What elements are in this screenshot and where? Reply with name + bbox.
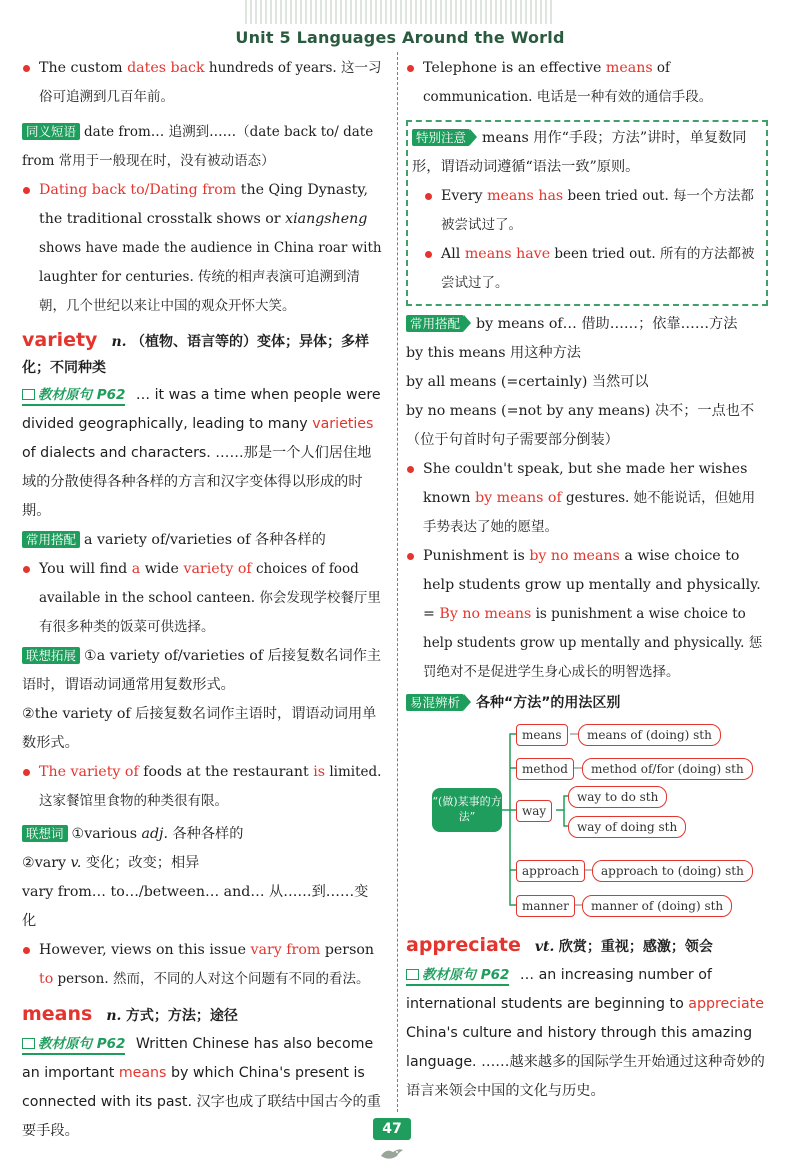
leaf-approach-usage: approach to (doing) sth <box>592 860 753 882</box>
left-column <box>22 54 382 1146</box>
header-decoration <box>245 0 555 24</box>
node-method: method <box>516 758 574 780</box>
method-diagram <box>406 722 768 927</box>
headword-appreciate: appreciate vt. 欣赏；重视；感激；领会 <box>406 934 713 956</box>
example-sentence: The variety of foods at the restaurant is limited. 这家餐馆里食物的种类很有限。 <box>22 758 382 816</box>
example-sentence: Punishment is by no means a wise choice to help students grow up mentally and physically. = By no means is punishment a wise choice to help students grow up mentally and physically. 惩罚绝对不是促进学生身心成长的明智选择。 <box>406 542 768 687</box>
synonym-tag: 同义短语 <box>22 123 80 140</box>
leaf-means-usage: means of (doing) sth <box>578 724 721 746</box>
page-number: 47 <box>373 1118 411 1140</box>
leaf-manner-usage: manner of (doing) sth <box>582 895 732 917</box>
bird-icon <box>377 1144 407 1162</box>
page-header <box>0 0 800 58</box>
example-sentence: However, views on this issue vary from person to person. 然而，不同的人对这个问题有不同的看法。 <box>22 936 382 994</box>
collocation-line: by this means 用这种方法 <box>406 345 581 361</box>
collocation-line: by all means (=certainly) 当然可以 <box>406 374 649 390</box>
node-manner: manner <box>516 895 575 917</box>
textbook-sentence: 教材原句 P62 … an increasing number of international students are beginning to appreciate China's culture and history through this amazing language. ……越来越多的国际学生开始通过这种奇妙的语言来领会中国的文化与历史。 <box>406 967 765 1099</box>
textbook-sentence: 教材原句 P62 Written Chinese has also become an important means by which China's present is connected with its past. 汉字也成了联结中国古今的重要手段。 <box>22 1036 381 1139</box>
textbook-sentence: 教材原句 P62 … it was a time when people were divided geographically, leading to many varieties of dialects and characters. ……那是一个人们居住地域的分散使得各种各样的方言和汉字变体得以形成的时期。 <box>22 387 381 519</box>
book-icon <box>406 969 419 980</box>
example-sentence: All means have been tried out. 所有的方法都被尝试过了。 <box>424 240 760 298</box>
special-note: 特别注意 means 用作“手段；方法”讲时，单复数同形，谓语动词遵循“语法一致”原则。 <box>412 130 747 175</box>
collocation-tag: 常用搭配 <box>406 315 464 332</box>
example-sentence: She couldn't speak, but she made her wishes known by means of gestures. 她不能说话，但她用手势表达了她的愿望。 <box>406 455 768 542</box>
headword-variety: variety n. （植物、语言等的）变体；异体；多样化；不同种类 <box>22 329 370 376</box>
example-sentence: You will find a wide variety of choices of food available in the school canteen. 你会发现学校餐厅里有很多种类的饭菜可供选择。 <box>22 555 382 642</box>
collocation-line: by no means (=not by any means) 决不；一点也不（位于句首时句子需要部分倒装） <box>406 403 755 448</box>
textbook-label: 教材原句 P62 <box>22 386 125 406</box>
collocation-tag: 常用搭配 <box>22 531 80 548</box>
node-way: way <box>516 800 552 822</box>
example-sentence: Telephone is an effective means of communication. 电话是一种有效的通信手段。 <box>406 54 768 112</box>
example-sentence: Every means has been tried out. 每一个方法都被尝试过了。 <box>424 182 760 240</box>
extension-tag: 联想拓展 <box>22 647 80 664</box>
synonym-phrase: 同义短语 date from… 追溯到……（date back to/ date from 常用于一般现在时，没有被动语态） <box>22 124 374 169</box>
associated-words-tag: 联想词 <box>22 825 68 842</box>
special-note-tag: 特别注意 <box>412 129 470 146</box>
associated-word: ②vary v. 变化；改变；相异 <box>22 855 200 871</box>
column-divider <box>397 52 398 1112</box>
right-column <box>406 54 768 1106</box>
leaf-way-of-doing: way of doing sth <box>568 816 686 838</box>
collocation: 常用搭配 a variety of/varieties of 各种各样的 <box>22 526 382 555</box>
unit-title: Unit 5 Languages Around the World <box>235 28 565 47</box>
extension-note: 联想拓展 ①a variety of/varieties of 后接复数名词作主语时，谓语动词通常用复数形式。 <box>22 648 382 693</box>
associated-word: 联想词 ①various adj. 各种各样的 <box>22 820 382 849</box>
leaf-way-to-do: way to do sth <box>568 786 667 808</box>
diagram-center-node: “(做)某事的方法” <box>432 788 502 832</box>
book-icon <box>22 389 35 400</box>
collocation: 常用搭配 by means of… 借助……；依靠……方法 <box>406 310 768 339</box>
extension-note-2: ②the variety of 后接复数名词作主语时，谓语动词用单数形式。 <box>22 706 377 751</box>
associated-phrase: vary from… to…/between… and… 从……到……变化 <box>22 884 369 929</box>
leaf-method-usage: method of/for (doing) sth <box>582 758 753 780</box>
example-sentence: The custom dates back hundreds of years. 这一习俗可追溯到几百年前。 <box>22 54 382 112</box>
textbook-label: 教材原句 P62 <box>22 1035 125 1055</box>
confusable-tag: 易混辨析 <box>406 694 464 711</box>
example-sentence: Dating back to/Dating from the Qing Dynasty, the traditional crosstalk shows or xiangsheng shows have made the audience in China roar with laughter for centuries. 传统的相声表演可追溯到清朝，几个世纪以来让中国的观众开怀大笑。 <box>22 176 382 321</box>
book-icon <box>22 1038 35 1049</box>
headword-means: means n. 方式；方法；途径 <box>22 1003 238 1025</box>
special-note-box <box>406 120 768 306</box>
node-approach: approach <box>516 860 585 882</box>
confusable-heading: 易混辨析 各种“方法”的用法区别 <box>406 689 768 718</box>
node-means: means <box>516 724 568 746</box>
textbook-label: 教材原句 P62 <box>406 966 509 986</box>
